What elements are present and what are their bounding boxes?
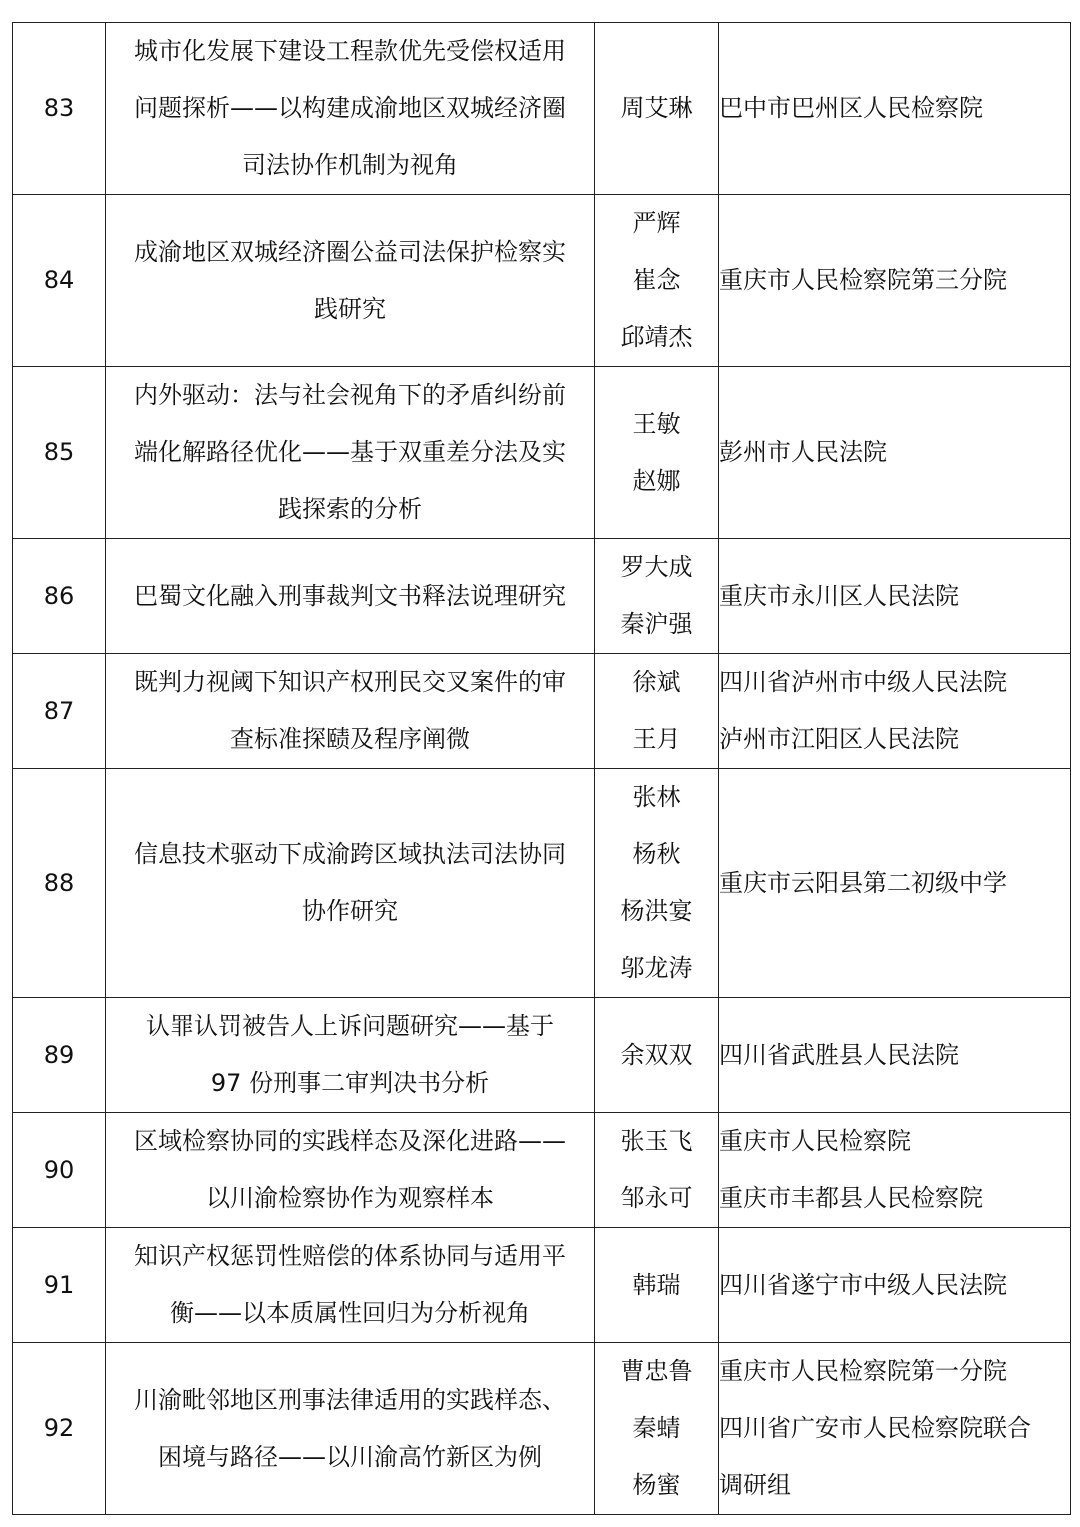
paper-title-cell xyxy=(106,1228,595,1343)
table-row xyxy=(13,1343,1071,1515)
paper-title-cell xyxy=(106,195,595,367)
paper-title-line: 端化解路径优化——基于双重差分法及实 xyxy=(134,438,566,466)
organization-name: 调研组 xyxy=(719,1471,791,1499)
paper-title-cell xyxy=(106,23,595,195)
author-name: 余双双 xyxy=(620,1040,693,1069)
paper-title-line: 以川渝检察协作为观察样本 xyxy=(206,1184,494,1212)
organization-name: 重庆市云阳县第二初级中学 xyxy=(719,868,1007,897)
table-row xyxy=(13,1228,1071,1343)
paper-title-cell xyxy=(106,539,595,654)
row-number: 91 xyxy=(13,1228,106,1343)
author-name: 邬龙涛 xyxy=(620,954,693,982)
organization-name: 彭州市人民法院 xyxy=(719,438,887,466)
paper-title-line: 区域检察协同的实践样态及深化进路—— xyxy=(134,1127,566,1155)
author-name: 王月 xyxy=(632,725,681,753)
authors-cell xyxy=(595,1343,719,1515)
table-row xyxy=(13,654,1071,769)
organization-name: 重庆市丰都县人民检察院 xyxy=(719,1184,983,1212)
paper-title-line: 问题探析——以构建成渝地区双城经济圈 xyxy=(134,94,566,122)
row-number: 84 xyxy=(13,195,106,367)
table-row xyxy=(13,23,1071,195)
organization-name: 四川省广安市人民检察院联合 xyxy=(719,1414,1031,1442)
paper-title-line: 践研究 xyxy=(314,294,386,323)
organization-cell xyxy=(719,1228,1071,1343)
author-name: 韩瑞 xyxy=(632,1270,681,1299)
author-name: 赵娜 xyxy=(632,466,681,495)
organization-cell xyxy=(719,23,1071,195)
organization-cell xyxy=(719,998,1071,1113)
paper-title-line: 信息技术驱动下成渝跨区域执法司法协同 xyxy=(134,840,566,868)
paper-title-line: 查标准探赜及程序阐微 xyxy=(230,725,470,753)
author-name: 邱靖杰 xyxy=(620,323,693,351)
author-name: 杨秋 xyxy=(632,840,681,868)
paper-title-cell xyxy=(106,1113,595,1228)
organization-cell xyxy=(719,367,1071,539)
paper-title-cell xyxy=(106,769,595,998)
author-name: 周艾琳 xyxy=(620,94,693,122)
paper-title-line: 困境与路径——以川渝高竹新区为例 xyxy=(158,1442,542,1471)
organization-name: 巴中市巴州区人民检察院 xyxy=(719,94,983,122)
paper-title-line: 知识产权惩罚性赔偿的体系协同与适用平 xyxy=(134,1242,566,1270)
organization-cell xyxy=(719,769,1071,998)
paper-title-line: 践探索的分析 xyxy=(278,495,422,523)
organization-cell xyxy=(719,1113,1071,1228)
authors-cell xyxy=(595,1228,719,1343)
paper-title-line: 既判力视阈下知识产权刑民交叉案件的审 xyxy=(134,668,566,696)
organization-name: 重庆市永川区人民法院 xyxy=(719,581,959,610)
table-row xyxy=(13,195,1071,367)
paper-title-cell xyxy=(106,1343,595,1515)
row-number: 89 xyxy=(13,998,106,1113)
paper-title-line: 协作研究 xyxy=(302,897,398,925)
row-number: 88 xyxy=(13,769,106,998)
author-name: 杨洪宴 xyxy=(620,897,693,925)
author-name: 曹忠鲁 xyxy=(620,1357,693,1385)
row-number: 90 xyxy=(13,1113,106,1228)
table-row xyxy=(13,998,1071,1113)
author-name: 张林 xyxy=(632,783,681,811)
paper-title-cell xyxy=(106,998,595,1113)
author-name: 张玉飞 xyxy=(620,1127,693,1155)
authors-cell xyxy=(595,998,719,1113)
table-row xyxy=(13,1113,1071,1228)
paper-title-cell xyxy=(106,654,595,769)
paper-title-line: 认罪认罚被告人上诉问题研究——基于 xyxy=(146,1012,554,1040)
authors-cell xyxy=(595,654,719,769)
paper-title-line: 川渝毗邻地区刑事法律适用的实践样态、 xyxy=(134,1385,566,1414)
organization-name: 四川省遂宁市中级人民法院 xyxy=(719,1270,1007,1299)
organization-name: 泸州市江阳区人民法院 xyxy=(719,725,959,753)
paper-title-line: 司法协作机制为视角 xyxy=(242,151,458,179)
organization-name: 重庆市人民检察院 xyxy=(719,1127,911,1155)
paper-title-line: 衡——以本质属性回归为分析视角 xyxy=(170,1299,530,1327)
organization-cell xyxy=(719,1343,1071,1515)
author-name: 严辉 xyxy=(632,209,681,237)
organization-name: 四川省泸州市中级人民法院 xyxy=(719,668,1007,696)
table-row xyxy=(13,367,1071,539)
organization-name: 重庆市人民检察院第一分院 xyxy=(719,1357,1007,1385)
organization-cell xyxy=(719,195,1071,367)
author-name: 崔念 xyxy=(632,266,681,294)
row-number: 92 xyxy=(13,1343,106,1515)
author-name: 杨蜜 xyxy=(632,1471,681,1499)
paper-title-cell xyxy=(106,367,595,539)
row-number: 83 xyxy=(13,23,106,195)
table-row xyxy=(13,539,1071,654)
authors-cell xyxy=(595,367,719,539)
row-number: 87 xyxy=(13,654,106,769)
author-name: 王敏 xyxy=(632,409,681,438)
author-name: 罗大成 xyxy=(620,553,693,581)
row-number: 85 xyxy=(13,367,106,539)
table-row xyxy=(13,769,1071,998)
author-name: 秦沪强 xyxy=(620,610,693,638)
table-body xyxy=(13,23,1071,1515)
author-name: 徐斌 xyxy=(632,668,681,696)
organization-cell xyxy=(719,539,1071,654)
author-name: 邹永可 xyxy=(620,1184,693,1212)
authors-cell xyxy=(595,195,719,367)
row-number: 86 xyxy=(13,539,106,654)
paper-title-line: 97 份刑事二审判决书分析 xyxy=(210,1069,490,1097)
author-name: 秦蜻 xyxy=(632,1414,681,1442)
paper-title-line: 巴蜀文化融入刑事裁判文书释法说理研究 xyxy=(134,581,566,610)
paper-title-line: 城市化发展下建设工程款优先受偿权适用 xyxy=(134,37,566,65)
authors-cell xyxy=(595,539,719,654)
awards-table xyxy=(12,22,1071,1515)
paper-title-line: 内外驱动：法与社会视角下的矛盾纠纷前 xyxy=(134,381,566,409)
organization-cell xyxy=(719,654,1071,769)
authors-cell xyxy=(595,23,719,195)
organization-name: 四川省武胜县人民法院 xyxy=(719,1040,959,1069)
organization-name: 重庆市人民检察院第三分院 xyxy=(719,266,1007,294)
paper-title-line: 成渝地区双城经济圈公益司法保护检察实 xyxy=(134,237,566,266)
authors-cell xyxy=(595,1113,719,1228)
authors-cell xyxy=(595,769,719,998)
